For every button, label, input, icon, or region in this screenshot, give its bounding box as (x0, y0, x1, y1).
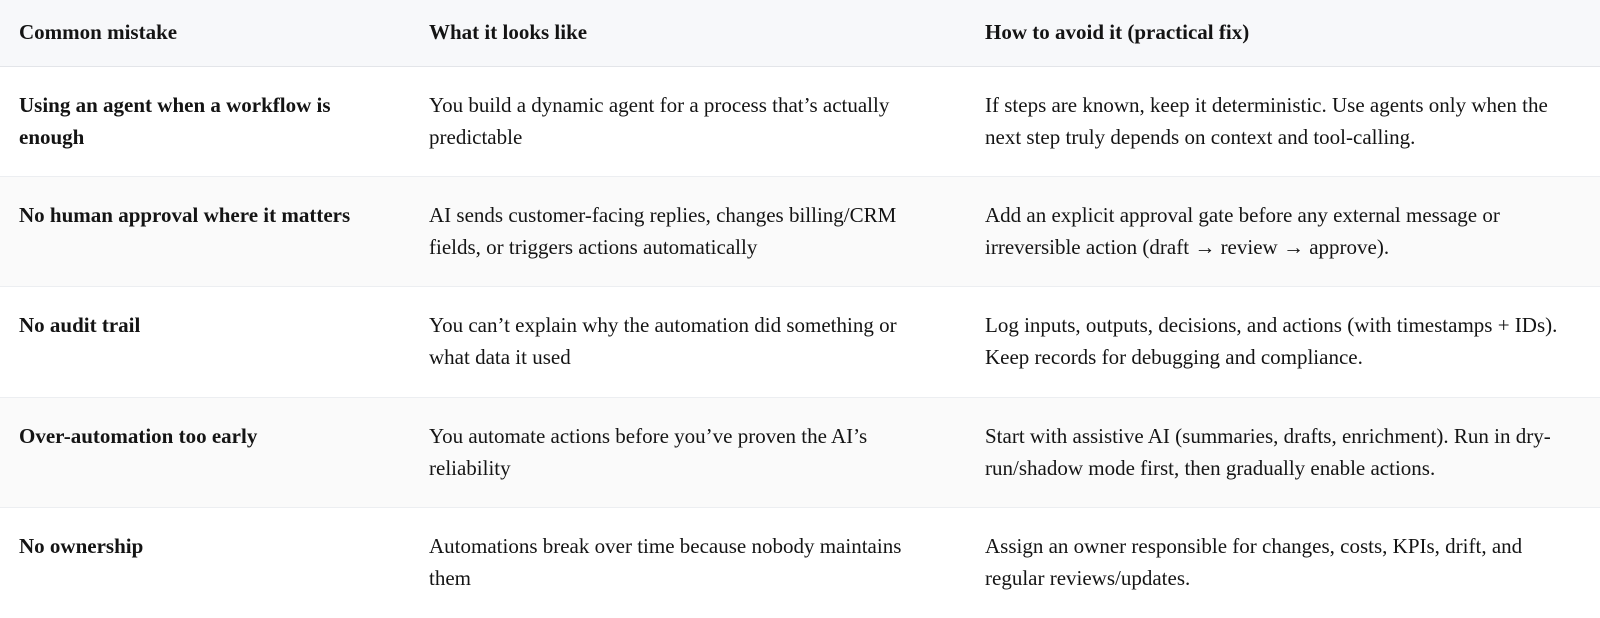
table-row (0, 508, 1600, 618)
cell-mistake: Over-automation too early (19, 423, 258, 448)
cell-fix: Log inputs, outputs, decisions, and actions (with timestamps + IDs). Keep records for debugging and compliance. (985, 313, 1558, 370)
cell-mistake: Using an agent when a workflow is enough (19, 92, 331, 149)
cell-mistake: No audit trail (19, 313, 141, 338)
cell-looks-like: Automations break over time because nobody maintains them (429, 534, 902, 591)
cell-looks-like: You automate actions before you’ve proven the AI’s reliability (429, 423, 868, 480)
cell-fix: Assign an owner responsible for changes, costs, KPIs, drift, and regular reviews/updates. (985, 534, 1523, 591)
table-header-row (0, 0, 1600, 66)
column-header-how-to-avoid: How to avoid it (practical fix) (964, 0, 1600, 66)
column-header-what-it-looks-like: What it looks like (418, 0, 964, 66)
cell-mistake: No ownership (19, 534, 144, 559)
cell-fix: If steps are known, keep it deterministic. Use agents only when the next step truly depends on context and tool-calling. (985, 92, 1548, 149)
cell-looks-like: You build a dynamic agent for a process that’s actually predictable (429, 92, 890, 149)
column-header-common-mistake: Common mistake (0, 0, 418, 66)
cell-looks-like: You can’t explain why the automation did something or what data it used (429, 313, 897, 370)
cell-fix: Add an explicit approval gate before any external message or irreversible action (draft → review → approve). (985, 202, 1500, 259)
table-row (0, 397, 1600, 507)
cell-looks-like: AI sends customer-facing replies, changes billing/CRM fields, or triggers actions automatically (429, 202, 897, 259)
table-row (0, 287, 1600, 397)
cell-mistake: No human approval where it matters (19, 202, 351, 227)
table-row (0, 66, 1600, 176)
cell-fix: Start with assistive AI (summaries, drafts, enrichment). Run in dry-run/shadow mode first, then gradually enable actions. (985, 423, 1551, 480)
table-row (0, 176, 1600, 286)
